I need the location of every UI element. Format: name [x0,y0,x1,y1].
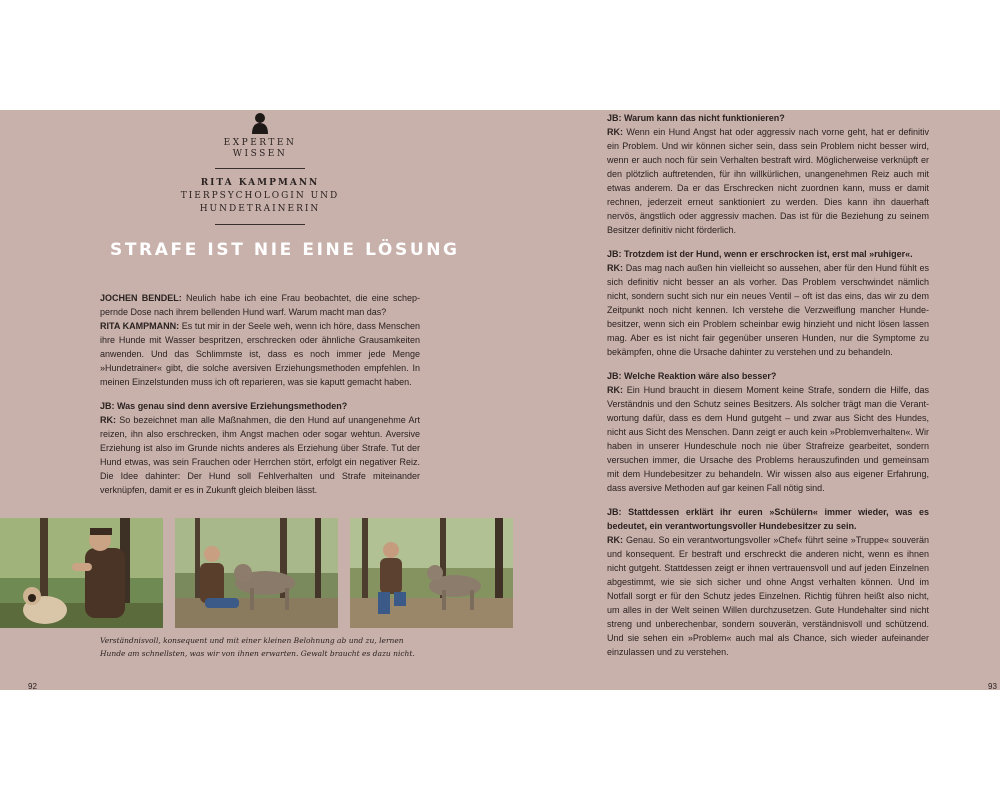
expert-label: EXPERTEN [223,138,297,148]
paragraph: RK: So bezeichnet man alle Maßnahmen, die den Hund auf unangenehme Art reizen, ihn also erschrecken, ihm Angst machen oder sogar wehtun. Aversive Erziehung ist also im Grunde nichts anderes als Erziehung über Strafe. Tut der Hund etwas, was sein Frauchen oder Herrchen stört, erfolgt ein negativer Reiz. Die Idee dahinter: Der Hund soll Fehlverhalten und Strafe miteinander verknüpfen, damit er es in Zukunft gleich bleiben lässt. [100,415,420,495]
expert-box [130,112,390,233]
right-page [500,110,1000,690]
paragraph: RK: Wenn ein Hund Angst hat oder aggressiv nach vorne geht, hat er definitiv ein Problem. Und wir können sicher sein, dass sein Problem nicht besser wird, wenn er auch noch für sein Verhalten bestraft wird. Möglicherweise verknüpft er den plötzlich auftretenden, für ihn willkürlichen, unangenehmen Reiz auch mit etwas anderem. Da er das Erschrecken nicht zuordnen kann, muss er damit rechnen, jederzeit erneut sanktioniert zu werden. Dies kann ihn dauerhaft nervös, ängstlich oder aggressiv machen. Das ist für die Beziehung zu seinem Besitzer definitiv nicht förderlich. [607,127,929,235]
paragraph: JOCHEN BENDEL: Neulich habe ich eine Frau beobachtet, die eine scheppernde Dose nach ihrem bellenden Hund warf. Warum macht man das? [100,293,420,317]
headline: STRAFE IST NIE EINE LÖSUNG [110,240,460,260]
paragraph: RK: Genau. So ein verantwortungsvoller »Chef« führt seine »Truppe« souverän und konsequent. Er bestraft und erschreckt die anderen nicht, wenn es ihnen nicht gutgeht. Stattdessen zeigt er ihnen vertrauensvoll und auf jeden Einzelnen abgestimmt, wie sie sich sicher und ohne Angst verhalten können. Und im Notfall sorgt er für den Schutz jedes Einzelnen. Richtig führen heißt also nicht, um alles in der Welt seinen Willen durchzusetzen. Gute Hundehalter sind nicht streng und unberechenbar, sondern souverän, verständnisvoll und schützend. Und sie sehen ein »Problem« auch mal als Chance, sich wieder aufeinander einzulassen und zu verstehen. [607,535,929,657]
interview-text-right [607,111,929,659]
page-number-left: 92 [28,682,37,691]
person-silhouette-icon [251,112,269,134]
expert-label-2: WISSEN [232,149,288,159]
paragraph: JB: Trotzdem ist der Hund, wenn er erschrocken ist, erst mal »ruhiger«. [607,249,913,259]
left-page [0,110,500,690]
expert-name: RITA KAMPMANN [200,178,320,188]
paragraph: RITA KAMPMANN: Es tut mir in der Seele weh, wenn ich höre, dass Menschen ihre Hunde mit Wasser bespritzen, erschrecken oder ähnliche Grausamkeiten anwenden. Und das Schlimmste ist, dass es noch immer jede Menge »Hundetrainer« gibt, die solche aversiven Erziehungsmethoden empfehlen. In meinen Einzelstunden muss ich oft reparieren, was sie kaputt gemacht haben. [100,321,420,387]
photo-man-with-pug [0,518,163,628]
divider [215,168,305,169]
paragraph: JB: Stattdessen erklärt ihr euren »Schülern« immer wieder, was es bedeutet, ein verantwortungsvoller Hundebesitzer zu sein. [607,507,929,531]
paragraph: JB: Warum kann das nicht funktionieren? [607,113,785,123]
photo-caption: Verständnisvoll, konsequent und mit einer kleinen Belohnung ab und zu, lernen Hunde am schnellsten, was wir von ihnen erwarten. Gewalt braucht es dazu nicht. [100,636,415,658]
book-spread [0,110,1000,690]
divider [215,224,305,225]
paragraph: RK: Ein Hund braucht in diesem Moment keine Strafe, sondern die Hilfe, das Verständnis und den Schutz seines Besitzers. Als solcher trägt man die Verantwortung dafür, dass es dem Hund gutgeht – und zwar aus Sicht des Hundes, nicht aus Sicht des Menschen. Dann zeigt er auch kein »Problemverhalten«. Wir haben in unserer Hundeschule noch nie über Strafreize gearbeitet, sondern versuchen immer, die Ursache des Problems herauszufinden und gemeinsam mit dem Hundebesitzer zu behandeln. Wir wissen also aus eigener Erfahrung, dass aversive Methoden auf gar keinen Fall nötig sind. [607,385,929,493]
interview-text-left [100,291,420,497]
paragraph: JB: Was genau sind denn aversive Erziehungsmethoden? [100,401,348,411]
photo-man-kneeling-with-dog [175,518,338,628]
page-number-right: 93 [988,682,997,691]
paragraph: RK: Das mag nach außen hin vielleicht so aussehen, aber für den Hund fühlt es sich definitiv nicht besser an als vorher. Das Problem verschwindet nämlich nicht, sondern sucht sich nur ein neues Ventil – oft ist das eins, das wir zu dem Zeitpunkt noch nicht kennen. Ich verstehe die Verzweiflung mancher Hundebesitzer, wenn sich ein Problem scheinbar ewig hinzieht und nicht lösen lassen mag. Aber es ist nicht fair gegenüber unseren Hunden, nur die Symptome zu bekämpfen, ohne die Ursache dahinter zu verstehen und zu behandeln. [607,263,929,357]
photo-man-with-dog-forest [350,518,513,628]
paragraph: JB: Welche Reaktion wäre also besser? [607,371,777,381]
expert-title: TIERPSYCHOLOGIN UND HUNDETRAINERIN [180,191,340,214]
